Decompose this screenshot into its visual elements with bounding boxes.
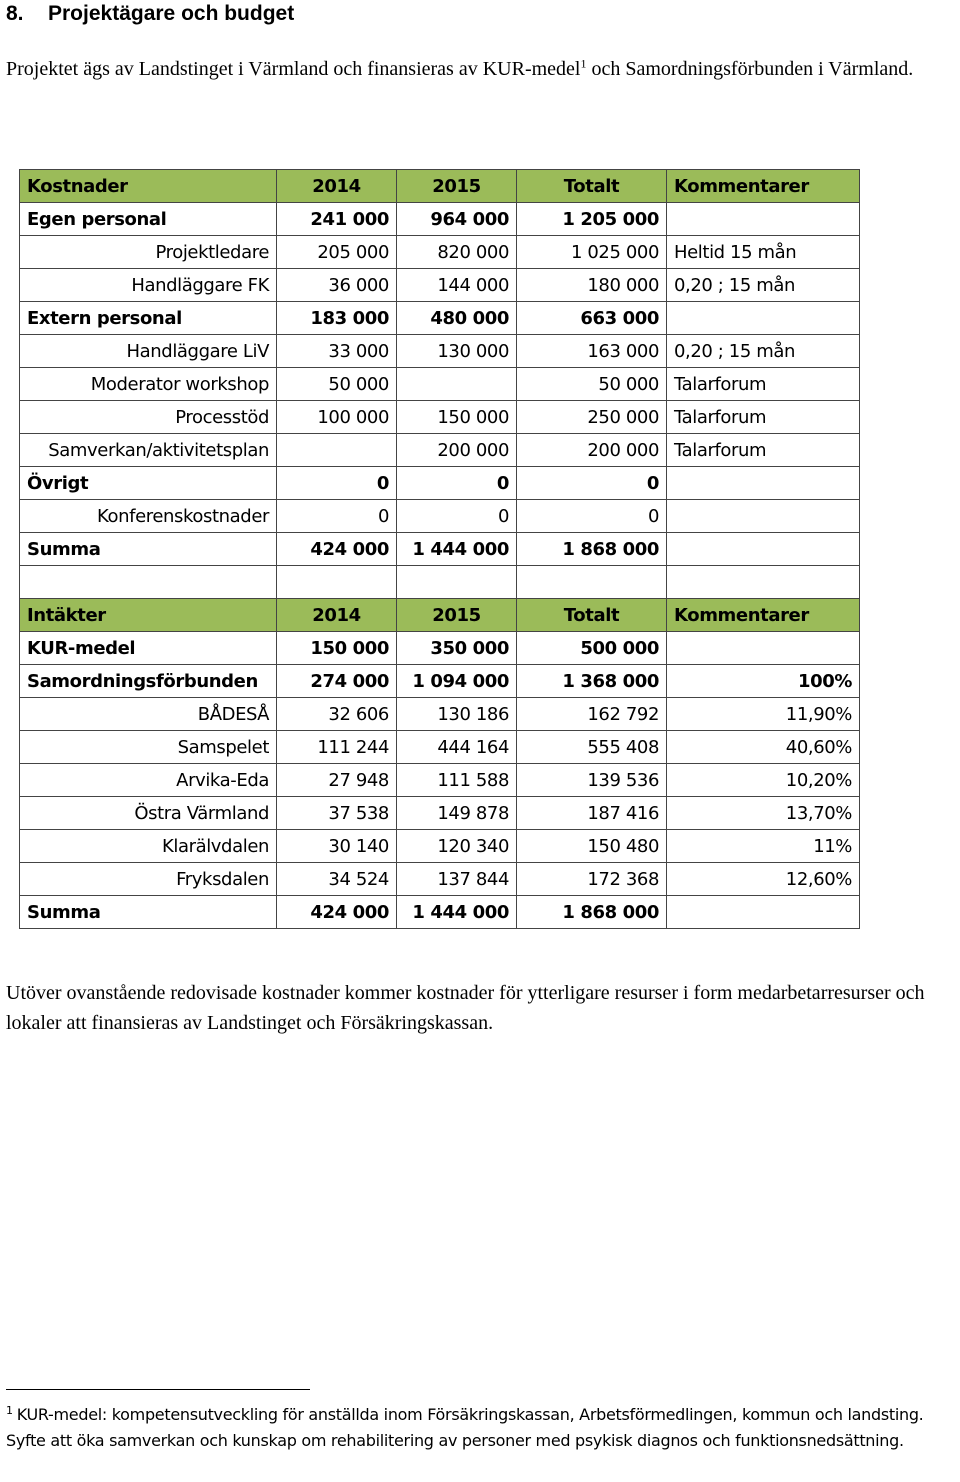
header-cell: 2015: [397, 170, 517, 203]
cell-2014: 183 000: [277, 302, 397, 335]
table-row: [20, 500, 860, 533]
cell-comment: 0,20 ; 15 mån: [667, 335, 860, 368]
cell-2015: 150 000: [397, 401, 517, 434]
cell-total: 0: [517, 500, 667, 533]
cell-comment: Talarforum: [667, 401, 860, 434]
cell-total: 162 792: [517, 698, 667, 731]
footnote-text: KUR-medel: kompetensutveckling för anställda inom Försäkringskassan, Arbetsförmedlingen, kommun och landsting. Syfte att öka samverkan och kunskap om rehabilitering av personer med psykisk diagnos och funktionsnedsättning.: [6, 1405, 924, 1450]
table-row: [20, 830, 860, 863]
empty-cell: [397, 566, 517, 599]
row-label: BÅDESÅ: [20, 698, 277, 731]
table-row: [20, 698, 860, 731]
row-label: Samspelet: [20, 731, 277, 764]
header-cell: Kommentarer: [667, 599, 860, 632]
table-row: [20, 368, 860, 401]
cell-2014: 37 538: [277, 797, 397, 830]
cell-comment: 10,20%: [667, 764, 860, 797]
cell-comment: 100%: [667, 665, 860, 698]
cell-total: 180 000: [517, 269, 667, 302]
table-row: [20, 797, 860, 830]
cell-2014: 424 000: [277, 896, 397, 929]
spacer-row: [20, 566, 860, 599]
cell-2015: 130 000: [397, 335, 517, 368]
cell-2014: 27 948: [277, 764, 397, 797]
row-label: Extern personal: [20, 302, 277, 335]
cell-total: 250 000: [517, 401, 667, 434]
cell-total: 1 025 000: [517, 236, 667, 269]
cell-2014: 30 140: [277, 830, 397, 863]
row-label: Handläggare LiV: [20, 335, 277, 368]
cell-total: 200 000: [517, 434, 667, 467]
table-row: [20, 632, 860, 665]
table-row: [20, 302, 860, 335]
cell-comment: 40,60%: [667, 731, 860, 764]
section-heading: [6, 0, 294, 28]
cell-total: 0: [517, 467, 667, 500]
cell-2014: 0: [277, 500, 397, 533]
header-cell: 2014: [277, 599, 397, 632]
section-number: 8.: [6, 2, 24, 25]
row-label: Östra Värmland: [20, 797, 277, 830]
row-label: Processtöd: [20, 401, 277, 434]
intro-text: Projektet ägs av Landstinget i Värmland och finansieras av KUR-medel: [6, 58, 581, 80]
cell-2014: 274 000: [277, 665, 397, 698]
cell-2015: 149 878: [397, 797, 517, 830]
cell-total: 1 868 000: [517, 896, 667, 929]
table-row: [20, 665, 860, 698]
table-row: [20, 236, 860, 269]
cell-comment: 11,90%: [667, 698, 860, 731]
cell-total: 1 205 000: [517, 203, 667, 236]
cell-2015: 820 000: [397, 236, 517, 269]
row-label: Övrigt: [20, 467, 277, 500]
cell-comment: [667, 203, 860, 236]
cell-2014: 150 000: [277, 632, 397, 665]
cell-2015: 200 000: [397, 434, 517, 467]
cell-comment: [667, 467, 860, 500]
cell-2015: 350 000: [397, 632, 517, 665]
table-row: [20, 401, 860, 434]
empty-cell: [20, 566, 277, 599]
cell-comment: [667, 632, 860, 665]
table-row: [20, 896, 860, 929]
cell-comment: 12,60%: [667, 863, 860, 896]
footnote: [6, 1402, 951, 1454]
intro-paragraph: [6, 54, 956, 84]
cell-comment: 13,70%: [667, 797, 860, 830]
empty-cell: [277, 566, 397, 599]
cell-total: 163 000: [517, 335, 667, 368]
budget-table: [19, 169, 860, 929]
cell-2014: 36 000: [277, 269, 397, 302]
cell-2014: 32 606: [277, 698, 397, 731]
cell-total: 500 000: [517, 632, 667, 665]
header-cell: Totalt: [517, 170, 667, 203]
row-label: Summa: [20, 896, 277, 929]
section-title: Projektägare och budget: [48, 2, 295, 25]
header-cell: Kostnader: [20, 170, 277, 203]
empty-cell: [517, 566, 667, 599]
row-label: Konferenskostnader: [20, 500, 277, 533]
cell-2015: 111 588: [397, 764, 517, 797]
costs-header-row: [20, 170, 860, 203]
table-row: [20, 203, 860, 236]
cell-2015: 1 094 000: [397, 665, 517, 698]
cell-comment: [667, 896, 860, 929]
cell-comment: Talarforum: [667, 368, 860, 401]
table-row: [20, 269, 860, 302]
cell-2015: 144 000: [397, 269, 517, 302]
cell-2014: 0: [277, 467, 397, 500]
cell-2015: [397, 368, 517, 401]
cell-comment: [667, 533, 860, 566]
table-row: [20, 533, 860, 566]
cell-2014: 100 000: [277, 401, 397, 434]
cell-total: 172 368: [517, 863, 667, 896]
intro-text-end: och Samordningsförbunden i Värmland.: [586, 58, 914, 80]
cell-2015: 444 164: [397, 731, 517, 764]
cell-2015: 137 844: [397, 863, 517, 896]
table-row: [20, 467, 860, 500]
footnote-marker: 1: [6, 1403, 13, 1417]
empty-cell: [667, 566, 860, 599]
cell-comment: 0,20 ; 15 mån: [667, 269, 860, 302]
table-row: [20, 731, 860, 764]
cell-2014: 33 000: [277, 335, 397, 368]
footnote-reference[interactable]: 1: [580, 56, 587, 71]
cell-2014: 205 000: [277, 236, 397, 269]
cell-total: 1 868 000: [517, 533, 667, 566]
cell-total: 1 368 000: [517, 665, 667, 698]
row-label: Samverkan/aktivitetsplan: [20, 434, 277, 467]
cell-comment: Heltid 15 mån: [667, 236, 860, 269]
row-label: Egen personal: [20, 203, 277, 236]
table-row: [20, 764, 860, 797]
row-label: Arvika-Eda: [20, 764, 277, 797]
cell-total: 50 000: [517, 368, 667, 401]
cell-comment: [667, 500, 860, 533]
cell-total: 187 416: [517, 797, 667, 830]
header-cell: 2015: [397, 599, 517, 632]
row-label: Fryksdalen: [20, 863, 277, 896]
cell-2015: 0: [397, 467, 517, 500]
row-label: Handläggare FK: [20, 269, 277, 302]
row-label: KUR-medel: [20, 632, 277, 665]
cell-2014: 34 524: [277, 863, 397, 896]
cell-2015: 964 000: [397, 203, 517, 236]
cell-2015: 480 000: [397, 302, 517, 335]
cell-2014: 111 244: [277, 731, 397, 764]
cell-2015: 1 444 000: [397, 533, 517, 566]
footnote-divider: [6, 1389, 310, 1390]
cell-2014: [277, 434, 397, 467]
cell-2015: 0: [397, 500, 517, 533]
row-label: Klarälvdalen: [20, 830, 277, 863]
cell-2015: 130 186: [397, 698, 517, 731]
table-row: [20, 863, 860, 896]
after-table-paragraph: Utöver ovanstående redovisade kostnader kommer kostnader för ytterligare resurser i form medarbetarresurser och lokaler att finansieras av Landstinget och Försäkringskassan.: [6, 982, 925, 1034]
header-cell: Kommentarer: [667, 170, 860, 203]
header-cell: Totalt: [517, 599, 667, 632]
cell-comment: Talarforum: [667, 434, 860, 467]
cell-2015: 120 340: [397, 830, 517, 863]
cell-2014: 50 000: [277, 368, 397, 401]
table-row: [20, 335, 860, 368]
cell-comment: [667, 302, 860, 335]
budget-table-body: [20, 170, 860, 929]
cell-2014: 241 000: [277, 203, 397, 236]
cell-comment: 11%: [667, 830, 860, 863]
row-label: Summa: [20, 533, 277, 566]
cell-total: 663 000: [517, 302, 667, 335]
row-label: Moderator workshop: [20, 368, 277, 401]
cell-2015: 1 444 000: [397, 896, 517, 929]
header-cell: 2014: [277, 170, 397, 203]
cell-2014: 424 000: [277, 533, 397, 566]
header-cell: Intäkter: [20, 599, 277, 632]
row-label: Projektledare: [20, 236, 277, 269]
table-row: [20, 434, 860, 467]
income-header-row: [20, 599, 860, 632]
row-label: Samordningsförbunden: [20, 665, 277, 698]
cell-total: 139 536: [517, 764, 667, 797]
cell-total: 555 408: [517, 731, 667, 764]
cell-total: 150 480: [517, 830, 667, 863]
